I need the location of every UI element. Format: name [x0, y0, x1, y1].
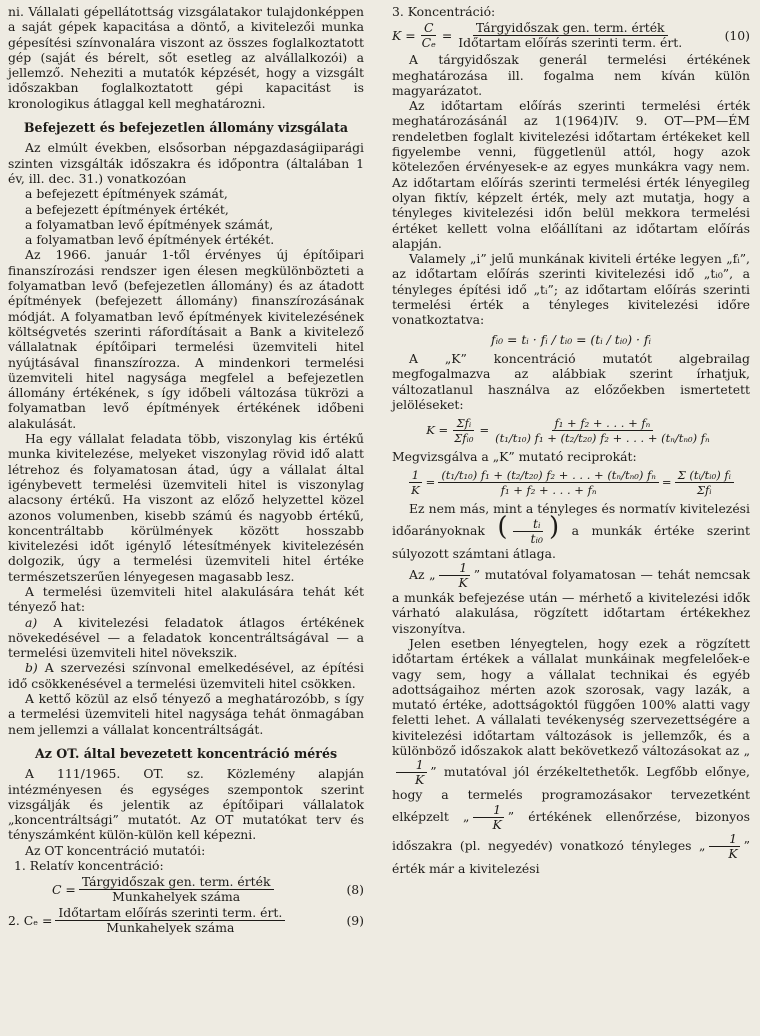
fraction	[675, 468, 734, 497]
denominator: K	[492, 816, 502, 832]
denominator: K	[411, 483, 420, 498]
formula-lhs: K =	[392, 28, 416, 44]
denominator: Munkahelyek száma	[112, 889, 241, 905]
numerator: 1	[396, 758, 427, 773]
item-label: a)	[25, 614, 38, 630]
list-item: a folyamatban levő építmények számát,	[25, 216, 274, 232]
paragraph-text: ” értékének ellenőrzése, bizonyos időszakra (pl. negyedév) vonatkozó tényleges „	[392, 808, 750, 853]
denominator: tᵢ₀	[530, 530, 543, 546]
denominator: K	[458, 575, 468, 591]
paragraph: Ez nem más, mint a tényleges és normatív kivitelezési időarányoknak ( $\frac{\text{tᵢ}}{\text{tᵢ₀}}$ ) a munkák értéke szerint súlyozott számtani átlaga.	[392, 501, 750, 561]
fraction	[438, 468, 659, 497]
paragraph-text: Jelen esetben lényegtelen, hogy ezek a rögzített időtartam értékek a vállalat munkáinak megfelelőek-e vagy sem, hogy a vállalat technikai és egyéb adottságaihoz mérten azok szorosak, vagy lazák, a mutató értéke, adottságoktól függően 100% alatti vagy feletti lehet. A vállalati tevékenység szervezettségére a kivitelezési időtartam változások is jellemzők, és a különböző időszakok alatt bekövetkező változásokat az „	[392, 635, 750, 758]
numerator: 1	[439, 561, 470, 576]
paragraph: Az OT koncentráció mutatói:	[25, 842, 206, 858]
section-heading: Az OT. által bevezetett koncentráció mérés	[34, 745, 338, 761]
denominator: Időtartam előírás szerinti term. ért.	[458, 35, 683, 51]
fraction	[455, 21, 685, 50]
equation-number: (10)	[724, 28, 750, 44]
numerator: Σfᵢ	[453, 416, 474, 431]
numerator: (t₁/t₁₀) f₁ + (t₂/t₂₀) f₂ + . . . + (tₙ/tₙ₀) fₙ	[438, 468, 659, 483]
formula-label: 3. Koncentráció:	[392, 4, 496, 19]
paragraph-text: ” mutatóval jól érzékeltethetők. Legfőbb előnye, hogy a termelés programozásakor tervezetként elképzelt „	[392, 764, 750, 824]
fraction	[472, 803, 504, 832]
fraction	[451, 416, 476, 445]
formula-lhs: C =	[52, 882, 76, 898]
left-column	[8, 4, 364, 937]
fraction	[439, 561, 471, 590]
fraction	[492, 416, 713, 445]
paragraph-text: Az „	[409, 567, 436, 583]
right-column	[392, 4, 750, 876]
list-item: a befejezett építmények értékét,	[25, 201, 229, 217]
list-item: a folyamatban levő építmények értékét.	[25, 232, 275, 248]
formula-fi0: fᵢ₀ = tᵢ · fᵢ / tᵢ₀ = (tᵢ / tᵢ₀) · fᵢ	[491, 331, 651, 347]
paragraph: A tárgyidőszak generál termelési értékének meghatározása ill. fogalma nem kíván külön magyarázatot.	[392, 52, 750, 98]
paragraph: Az időtartam előírás szerinti termelési érték meghatározásánál az 1(1964)IV. 9. OT—PM—ÉM rendeletben foglalt kivitelezési időtartam értékeket kell figyelembe venni, függetlenül attól, hogy azok kötelezően érvényesek-e az egyes munkákra vagy nem. Az időtartam előírás szerinti termelési érték lényegileg olyan fiktív, képzelt érték, mely azt mutatja, hogy a tényleges kivitelezési időn belül mekkora termelési értéket kellett volna előállítani az időtartam előírás alapján.	[392, 98, 750, 251]
fraction	[395, 758, 427, 787]
paragraph: A 111/1965. OT. sz. Közlemény alapján intézményesen és egységes szempontok szerint vizsgálják és jelentik az építőipari vállalatok „koncentráltsági” mutatót. Az OT mutatókat terv és tényszámként külön-külön kell képezni.	[8, 766, 364, 843]
equation-number: (9)	[346, 913, 364, 929]
fraction	[708, 832, 740, 861]
numerator: tᵢ	[513, 517, 543, 532]
paragraph: Az elmúlt években, elsősorban népgazdaságiiparági szinten vizsgálták időszakra és időpontra (általában 1 év, ill. dec. 31.) vonatkozóan	[8, 140, 364, 186]
numerator: C	[421, 21, 436, 36]
fraction	[55, 906, 285, 935]
denominator: K	[415, 772, 425, 788]
fraction	[79, 875, 274, 904]
formula-reciprocal: $\frac{1}{K}$ = $\frac{\text{(t₁/t₁₀) f₁ + (t₂/t₂₀) f₂ + . . . + (tₙ/tₙ₀) fₙ}}{\text{f₁ + f₂ + . . . + fₙ}}$ = $\frac{\text{Σ (tᵢ/tᵢ₀) fᵢ}}{\text{Σfᵢ}}$	[392, 468, 750, 497]
list-item: a befejezett építmények számát,	[25, 186, 228, 202]
paragraph: A „K” koncentráció mutatót algebrailag megfogalmazva az alábbiak szerint írhatjuk, változatlanul használva az előzőekben ismertetett jelöléseket:	[392, 350, 750, 412]
denominator: f₁ + f₂ + . . . + fₙ	[500, 483, 597, 498]
numerator: 1	[473, 803, 504, 818]
paragraph	[392, 636, 750, 876]
numerator: 1	[409, 468, 422, 483]
item-label: b)	[25, 660, 38, 676]
numerator: Tárgyidőszak gen. term. érték	[473, 21, 668, 36]
fraction	[511, 517, 546, 546]
denominator: K	[728, 845, 738, 861]
denominator: Munkahelyek száma	[106, 920, 235, 936]
formula-10: K = $\frac{C}{\text{Cₑ}}$ = $\frac{\text{Tárgyidőszak gen. term. érték}}{\text{Időtartam előírás szerinti term. ért.}}$ (10)	[392, 20, 750, 51]
paragraph-text: ” mutatóval folyamatosan — tehát nemcsak a munkák befejezése után — mérhető a kivitelezési idők várható alakulása, rögzített időtartam értékekhez viszonyítva.	[392, 567, 750, 636]
formula-8	[8, 875, 364, 904]
equation-number: (8)	[346, 882, 364, 898]
formula-k: K = $\frac{\text{Σfᵢ}}{\text{Σfᵢ₀}}$ = $\frac{\text{f₁ + f₂ + . . . + fₙ}}{\text{(t₁/t₁₀) f₁ + (t₂/t₂₀) f₂ + . . . + (tₙ/tₙ₀) fₙ}}$	[392, 416, 750, 445]
numerator: Σ (tᵢ/tᵢ₀) fᵢ	[675, 468, 734, 483]
paragraph: Valamely „i” jelű munkának kiviteli értéke legyen „fᵢ”, az időtartam előírás szerinti kivitelezési idő „tᵢ₀”, a tényleges építési idő „tᵢ”; az időtartam előírás szerinti termelési érték a tényleges kivitelezési időre vonatkoztatva:	[392, 251, 750, 328]
paragraph: Megvizsgálva a „K” mutató reciprokát:	[392, 449, 637, 465]
numerator: f₁ + f₂ + . . . + fₙ	[552, 416, 654, 431]
list-item	[8, 660, 364, 691]
formula-label: 1. Relatív koncentráció:	[14, 858, 164, 874]
paragraph: Ha egy vállalat feladata több, viszonylag kis értékű munka kivitelezése, melyeket viszonylag rövid idő alatt létrehoz és folyamatosan átad, úgy a vállalat által igénybevett termelési üzemviteli hitel is viszonylag alacsony értékű. Ha viszont az előző helyzettel közel azonos volumenben, kisebb számú és nagyobb értékű, koncentráltabb körülmények között hosszabb kivitelezési időt igénylő létesítmények kivitelezésén dolgozik, úgy a termelési üzemviteli hitel értéke természetszerűen lényegesen magasabb lesz.	[8, 431, 364, 584]
item-text: A szervezési színvonal emelkedésével, az építési idő csökkenésével a termelési üzemviteli hitel csökken.	[8, 660, 364, 691]
paragraph	[392, 561, 750, 636]
denominator: Σfᵢ₀	[454, 431, 474, 446]
fraction	[408, 468, 423, 497]
numerator: Időtartam előírás szerinti term. ért.	[55, 906, 285, 921]
paragraph: A kettő közül az első tényező a meghatározóbb, s így a termelési üzemviteli hitel nagysága tehát önmagában nem jellemzi a vállalat koncentráltságát.	[8, 691, 364, 737]
paragraph-text: Ez nem más, mint a tényleges és normatív kivitelezési időarányoknak	[392, 501, 750, 538]
paragraph: A termelési üzemviteli hitel alakulására tehát két tényező hat:	[8, 583, 364, 615]
list-item	[8, 615, 364, 661]
denominator: Σfᵢ	[696, 483, 712, 498]
denominator: (t₁/t₁₀) f₁ + (t₂/t₂₀) f₂ + . . . + (tₙ/tₙ₀) fₙ	[495, 431, 710, 446]
paragraph: ni. Vállalati gépellátottság vizsgálatakor tulajdonképpen a saját gépek kapacitása a döntő, a kivitelezői munka gépesítési színvonalára viszont az összes foglalkoztatott gép (saját és bérelt, sőt esetleg az alvállalkozói) a jellemző. Neheziti a mutatók képzését, hogy a vizsgált időszakban foglalkoztatott gépi kapacitást is kronologikus átlaggal kell meghatározni.	[8, 4, 364, 111]
denominator: Cₑ	[421, 35, 436, 51]
formula-lhs: 2. Cₑ =	[8, 913, 53, 929]
formula-lhs: K =	[426, 422, 449, 437]
paragraph-text: a munkák értéke szerint súlyozott számtani átlaga.	[392, 522, 750, 561]
fraction	[419, 21, 439, 50]
paragraph-text: ” érték már a kivitelezési	[392, 837, 750, 876]
numerator: Tárgyidőszak gen. term. érték	[79, 875, 274, 890]
numerator: 1	[709, 832, 740, 847]
section-heading: Befejezett és befejezetlen állomány vizsgálata	[23, 120, 349, 136]
formula-9	[8, 906, 364, 935]
item-text: A kivitelezési feladatok átlagos értékének növekedésével — a feladatok koncentráltságával — a termelési üzemviteli hitel növekszik.	[8, 614, 364, 661]
paragraph: Az 1966. január 1-től érvényes új építőipari finanszírozási rendszer igen élesen megkülönbözteti a folyamatban levő (befejezetlen állomány) és az átadott építmények (befejezett állomány) finanszírozásának módját. A folyamatban levő építmények kivitelezésének költségvetés szerinti ráfordításait a Bank a kivitelező vállalatnak építőipari termelési üzemviteli hitel nyújtásával finanszírozza. A mindenkori termelési üzemviteli hitel nagysága megfelel a befejezetlen állomány értékének, s így időbeli változása tükrözi a folyamatban levő építmények értékének időbeni alakulását.	[8, 247, 364, 431]
